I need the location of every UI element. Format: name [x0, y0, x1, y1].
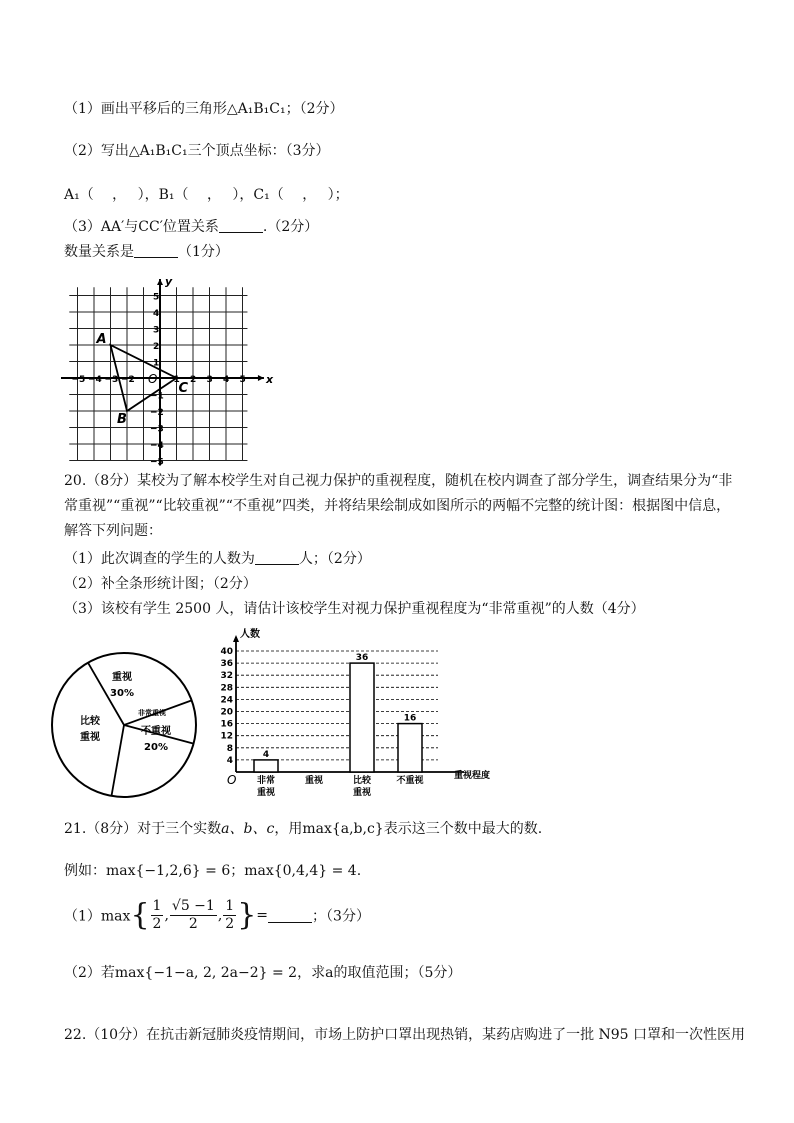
answer-blank [255, 550, 299, 565]
fraction-1: $\frac{1}{2}$ [152, 898, 162, 932]
x-tick-label: 4 [223, 375, 230, 385]
bar-category-label: 比较 [352, 776, 372, 786]
y-tick-label: 2 [153, 342, 160, 352]
y-tick-label: −3 [150, 424, 164, 435]
bar-y-tick: 8 [226, 743, 233, 754]
y-axis-label: y [165, 275, 173, 288]
q20-part1-text: （1）此次调查的学生的人数为 [64, 551, 255, 567]
q21-part1: （1）max{ $\frac{1}{2}$ , $\frac{√5 -1}{2}$ , $\frac{1}{2}$ }= ；（3分） [64, 897, 370, 933]
bar-value-label: 16 [403, 713, 417, 724]
answer-blank [219, 218, 263, 233]
q20-part1 [64, 548, 371, 568]
q21-stem-a: 21.（8分）对于三个实数 [64, 821, 222, 837]
pie-percent-buzhongshi: 20% [144, 742, 168, 753]
q19-part3-points: .（2分） [262, 219, 319, 235]
y-axis-arrow [157, 279, 163, 285]
y-tick-label: 4 [153, 309, 160, 319]
answer-blank [134, 243, 178, 258]
bar-chart [212, 625, 491, 803]
bar-category-label: 非常 [256, 776, 276, 786]
bar-origin: O [227, 773, 237, 787]
q19-part1: （1）画出平移后的三角形△A₁B₁C₁；（2分） [64, 101, 344, 117]
q19-part3 [64, 216, 318, 236]
bar-3 [398, 724, 422, 772]
x-axis-label: x [265, 373, 274, 386]
pie-divider [111, 725, 124, 796]
q21-part1-points: （3分） [326, 908, 370, 925]
x-tick-label: 5 [239, 375, 246, 385]
x-axis-arrow [258, 375, 264, 381]
x-tick-label: −5 [71, 375, 86, 385]
y-tick-label: 1 [153, 358, 160, 369]
bar-y-tick: 24 [220, 695, 233, 706]
bar-y-tick: 12 [220, 731, 233, 742]
bar-y-tick: 20 [220, 707, 233, 718]
y-tick-label: −1 [150, 391, 164, 402]
origin-label: O [148, 372, 158, 386]
bar-category-label: 重视 [352, 788, 372, 798]
bar-y-arrow [233, 635, 239, 642]
q19-quantity-text: 数量关系是 [64, 244, 134, 260]
q20-part2: （2）补全条形统计图；（2分） [64, 576, 257, 592]
y-tick-label: 3 [153, 325, 160, 336]
q21-part1-label: （1）max [64, 908, 131, 925]
bar-y-tick: 28 [220, 683, 233, 694]
q21-stem [64, 818, 542, 838]
bar-x-label: 重视程度 [453, 771, 491, 781]
pie-label-bijiao-2: 重视 [80, 732, 100, 743]
q21-vars: a、b、c [221, 821, 275, 837]
bar-category-label: 重视 [256, 788, 276, 798]
pie-label-buzhongshi: 不重视 [141, 726, 171, 737]
point-label-c: C [178, 381, 189, 396]
pie-chart [60, 650, 186, 800]
q22-stem: 22.（10分）在抗击新冠肺炎疫情期间，市场上防护口罩出现热销，某药店购进了一批 N95 口罩和一次性医用 [64, 1027, 746, 1043]
fraction-3: $\frac{1}{2}$ [225, 898, 235, 932]
y-tick-label: −4 [150, 441, 164, 451]
bar-y-label: 人数 [240, 629, 260, 640]
pie-label-zhongshi: 重视 [112, 672, 132, 683]
y-tick-label: −5 [150, 457, 164, 468]
q19-quantity-points: （1分） [178, 244, 229, 260]
pie-percent-zhongshi: 30% [110, 688, 134, 699]
q19-part3-quantity [64, 241, 229, 261]
coordinate-grid [64, 268, 284, 468]
bar-y-tick: 32 [220, 671, 233, 682]
x-tick-label: 1 [173, 375, 180, 385]
x-tick-label: −2 [121, 375, 135, 385]
point-label-b: B [117, 412, 127, 427]
q21-example: 例如：max{−1,2,6} = 6；max{0,4,4} = 4. [64, 863, 362, 879]
bar-value-label: 36 [355, 653, 369, 664]
bar-value-label: 4 [262, 749, 270, 760]
x-tick-label: −4 [88, 375, 102, 385]
x-tick-label: 3 [206, 375, 213, 385]
bar-y-tick: 36 [220, 659, 233, 670]
answer-blank [268, 908, 312, 923]
q20-part1-points: 人；（2分） [298, 551, 371, 567]
pie-label-bijiao-1: 比较 [80, 716, 100, 727]
x-tick-label: 2 [190, 375, 197, 385]
x-tick-label: −3 [104, 375, 119, 385]
pie-label-feichang: 非常重视 [138, 709, 166, 717]
bar-0 [254, 760, 278, 772]
q20-stem: 20.（8分）某校为了解本校学生对自己视力保护的重视程度，随机在校内调查了部分学生，调查结果分为“非常重视”“重视”“比较重视”“不重视”四类，并将结果绘制成如图所示的两幅不完整的统计图：根据图中信息，解答下列问题： [64, 473, 733, 539]
q19-part2: （2）写出△A₁B₁C₁三个顶点坐标：（3分） [64, 143, 330, 159]
bar-y-tick: 4 [226, 755, 233, 766]
bar-y-tick: 16 [220, 719, 233, 730]
q20-part3: （3）该校有学生 2500 人，请估计该校学生对视力保护重视程度为“非常重视”的人数（4分） [64, 601, 645, 617]
q19-part2-coords: A₁（ ， ），B₁（ ， ），C₁（ ， ）； [64, 187, 349, 203]
q19-part3-text: （3）AA′与CC′位置关系 [64, 219, 219, 235]
y-tick-label: 5 [153, 292, 160, 303]
bar-2 [350, 663, 374, 772]
q21-part2: （2）若max{−1−a, 2, 2a−2} = 2，求a的取值范围；（5分） [64, 965, 462, 981]
bar-category-label: 重视 [304, 776, 324, 786]
y-tick-label: −2 [150, 408, 164, 418]
point-label-a: A [96, 332, 107, 347]
q21-stem-b: ，用max{a,b,c}表示这三个数中最大的数. [274, 821, 543, 837]
bar-y-tick: 40 [220, 647, 233, 657]
bar-category-label: 不重视 [396, 776, 424, 786]
fraction-2: $\frac{√5 -1}{2}$ [171, 898, 215, 932]
